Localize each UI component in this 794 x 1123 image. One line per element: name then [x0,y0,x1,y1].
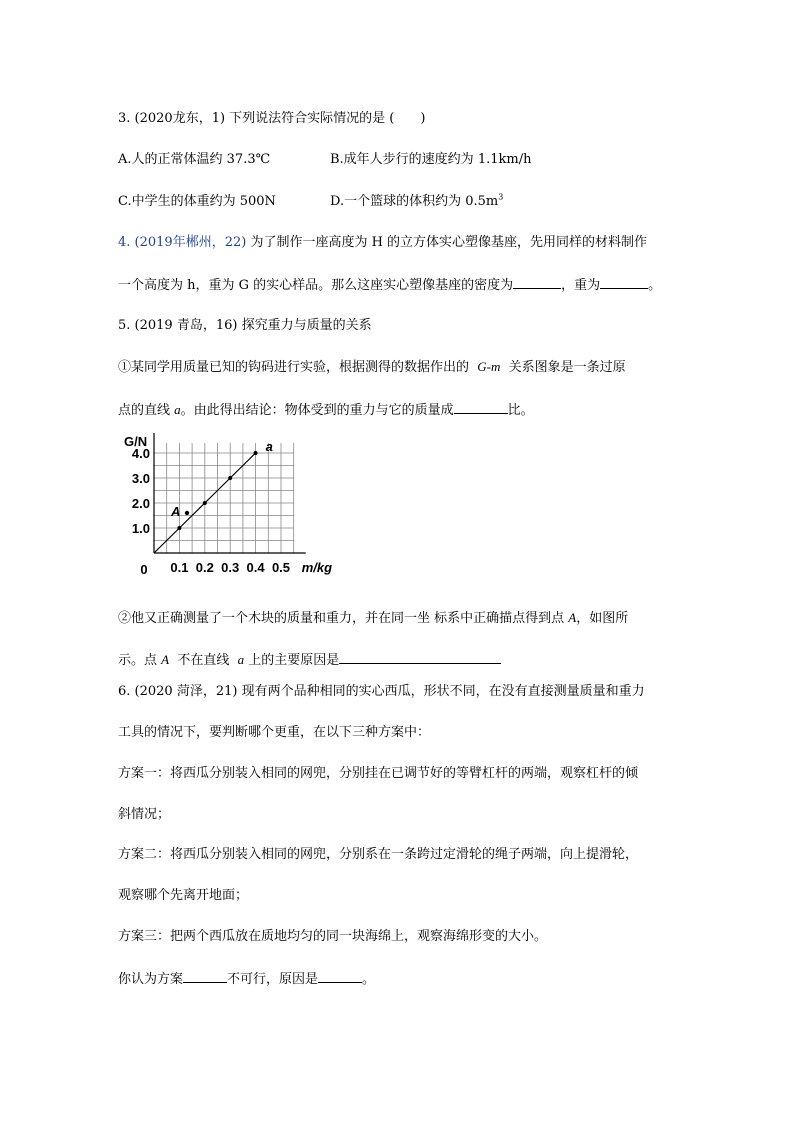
q6-ans-b: 不可行，原因是 [227,972,319,987]
series-point [254,451,258,455]
q5-p2-a: ②他又正确测量了一个木块的质量和重力，并在同一坐 标系中正确描点得到点 [118,611,565,626]
x-tick-label: 0.4 [246,560,265,575]
q5-p3-point: A [161,652,170,667]
q3-option-c: C.中学生的体重约为 500N [118,194,276,209]
point-a [185,511,189,515]
q6-plan2b: 观察哪个先离开地面； [118,888,249,903]
q6-plan-blank[interactable] [183,970,227,983]
q5-p1-d: 比。 [507,403,534,418]
q6-answer [118,970,375,988]
q3-option-b: B.成年人步行的速度约为 1.1km/h [330,152,532,167]
q5-p3 [118,651,501,669]
x-tick-label: 0.3 [221,560,240,575]
q4-line1 [118,235,647,251]
q5-p2-point: A [568,610,577,625]
x-tick-label: 0.5 [271,560,291,575]
q6-reason-blank[interactable] [318,970,362,983]
y-tick-label: 2.0 [131,496,150,511]
q5-p3-b: 不在直线 [177,653,230,668]
q5-p1-a: ①某同学用质量已知的钩码进行实验，根据测得的数据作出的 [118,360,470,375]
q5-p1-cont [118,401,534,419]
q5-p1 [118,359,626,376]
q5-p1-c2: 。由此得出结论：物体受到的重力与它的质量成 [180,403,454,418]
q4-line1-text: 为了制作一座高度为 H 的立方体实心塑像基座，先用同样的材料制作 [246,235,648,250]
q3-stem: 3. (2020龙东，1) 下列说法符合实际情况的是 ( ) [118,111,426,126]
q5-p2-b: ，如图所 [576,611,629,626]
x-tick-label: 0.2 [195,560,214,575]
q5-p1-c: 点的直线 [118,403,171,418]
series-point [203,501,207,505]
q4-line2 [118,276,661,294]
q6-plan2a: 方案二：将西瓜分别装入相同的网兜，分别系在一条跨过定滑轮的绳子两端，向上提滑轮， [118,847,639,862]
x-tick-label: 0.1 [170,560,189,575]
q5-stem: 5. (2019 青岛，16) 探究重力与质量的关系 [118,318,372,333]
q5-p1-c-var: a [174,402,181,417]
q4-source: 4. (2019年郴州，22) [118,235,247,250]
q6-plan1a: 方案一：将西瓜分别装入相同的网兜，分别挂在已调节好的等臂杠杆的两端，观察杠杆的倾 [118,766,639,781]
q5-p3-a: 示。点 [118,653,158,668]
series-point [228,476,232,480]
q4-weight-blank[interactable] [600,276,648,289]
q5-reason-blank[interactable] [339,651,501,664]
q3-option-d-sup: 3 [498,192,504,202]
q5-p1-var: G-m [477,359,501,374]
y-axis-label: G/N [124,434,148,449]
y-tick-label: 1.0 [131,521,150,536]
q6-plan1b: 斜情况； [118,807,171,822]
q5-p1-b: 关系图象是一条过原 [508,360,626,375]
y-tick-label: 4.0 [131,446,150,461]
q6-stem2: 工具的情况下，要判断哪个更重，在以下三种方案中： [118,725,431,740]
origin-label: 0 [140,562,148,577]
q6-ans-a: 你认为方案 [118,972,184,987]
q4-line2-c: 。 [648,278,662,293]
q6-ans-c: 。 [362,972,376,987]
q4-line2-b: ，重为 [561,278,601,293]
q5-ratio-blank[interactable] [454,401,508,414]
q3-option-d [330,194,503,210]
q5-p3-c: 上的主要原因是 [248,653,340,668]
q5-p2 [118,610,628,627]
q4-density-blank[interactable] [513,276,561,289]
q3-option-a: A.人的正常体温约 37.3℃ [118,152,271,167]
x-axis-label: m/kg [301,560,333,575]
q4-line2-a: 一个高度为 h，重为 G 的实心样品。那么这座实心塑像基座的密度为 [118,278,514,293]
q6-stem: 6. (2020 菏泽，21) 现有两个品种相同的实心西瓜，形状不同，在没有直接测量质量和重力 [118,684,645,699]
point-a-label: A [171,504,181,519]
y-tick-label: 3.0 [131,471,150,486]
g-m-chart [118,432,348,592]
series-point [177,526,181,530]
q3-option-d-text: D.一个篮球的体积约为 0.5m [330,194,499,209]
q6-plan3: 方案三：把两个西瓜放在质地均匀的同一块海绵上，观察海绵形变的大小。 [118,929,548,944]
q5-p3-var: a [237,652,245,667]
series-label-a: a [265,439,273,454]
